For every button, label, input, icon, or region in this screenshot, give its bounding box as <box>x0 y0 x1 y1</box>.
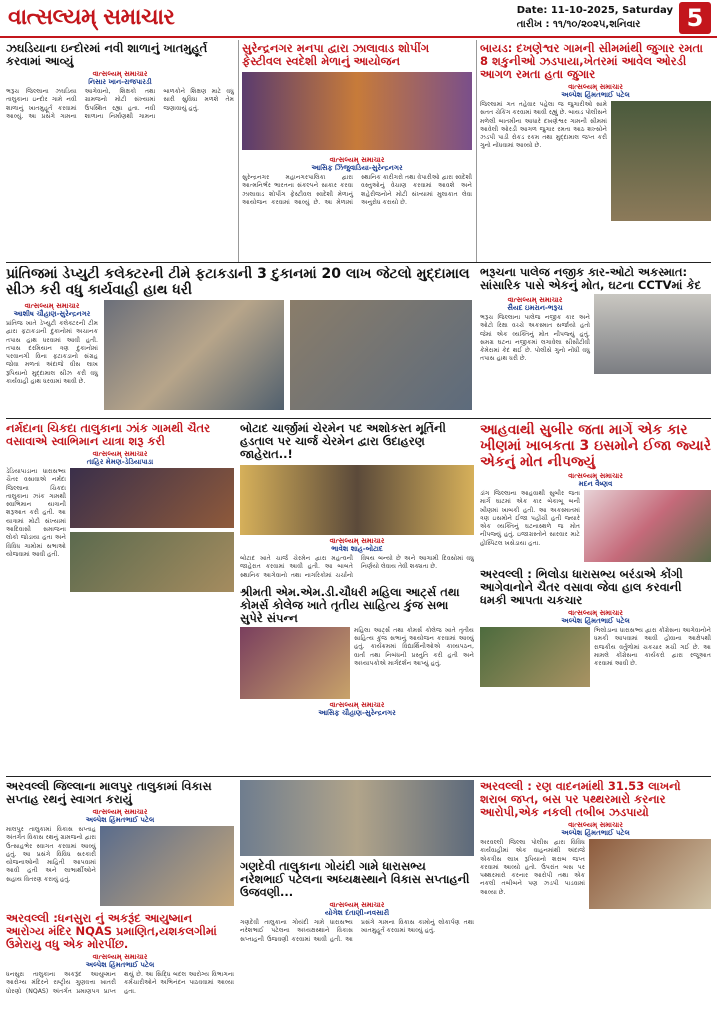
article-photo <box>240 627 350 699</box>
article-headline: પ્રાંતિજમાં ડેપ્યુટી કલેક્ટરની ટીમે ફટાકડાની 3 દુકાનમાં 20 લાખ જેટલો મુદ્દામાલ સીઝ કરી વધુ કાર્યવાહી હાથ ધરી <box>6 266 470 298</box>
byline-source: વાત્સલ્યમ્ સમાચાર <box>507 296 563 304</box>
article-body: મહિલા આર્ટ્સ તથા કોમર્સ કોલેજ ખાતે તૃતીય સાહિત્ય કુંજ સભાનું આયોજન કરવામાં આવ્યું હતું. કાર્યક્રમમાં વિદ્યાર્થિનીઓએ કાવ્યપઠન, વાર્તા તથા નિબંધની પ્રસ્તુતિ કરી હતી અને અધ્યાપકોએ માર્ગદર્શન આપ્યું હતું. <box>354 626 474 668</box>
article-byline <box>6 450 234 466</box>
article-body: અરવલ્લી જિલ્લા પોલીસ દ્વારા વિવિધ કાર્યવાહીમાં એક વાહનમાંથી અંદાજે એકત્રીસ લાખ રૂપિયાનો શરાબ જપ્ત કરવામાં આવ્યો હતો. ઉપરાંત બસ પર પથ્થરમારો કરનાર આરોપી તથા એક નકલી તબીબને પણ ઝડપી પાડવામાં આવ્યા છે. <box>480 839 585 896</box>
byline-reporter: આસિફ ઝિંજુવાડિયા-સુરેન્દ્રનગર <box>311 164 403 172</box>
column-rule <box>476 40 477 262</box>
article-photo <box>104 300 284 410</box>
byline-source: વાત્સલ્યમ્ સમાચાર <box>568 472 623 480</box>
article-bayad-gambling <box>480 42 711 260</box>
article-headline: અરવલ્લી : ભિલોડા ધારાસભ્ય બરંડાએ કોંગી આગેવાનોને ચૈતર વસાવા જેવા હાલ કરવાની ધમકી આપતા ચકચાર <box>480 567 683 607</box>
article-aravalli-liquor <box>480 780 711 1020</box>
byline-source: વાત્સલ્યમ્ સમાચાર <box>329 901 385 909</box>
article-photo <box>589 839 711 909</box>
byline-reporter: અલ્પેશ હિંમતભાઈ પટેલ <box>561 91 630 99</box>
byline-source: વાત્સલ્યમ્ સમાચાર <box>568 821 623 829</box>
article-body: જિલ્લામાં ગત તહેવાર પહેલા જ જુગારીઓ સામે સતત ચેકિંગ કરવામાં આવી રહ્યું છે. બાયડ પોલીસને મળેલી બાતમીના આધારે દખણેશ્વર ગામની સીમમાં આવેલી ઓરડી આગળ જુગાર રમતા આઠ શખ્સોને ઝડપી પાડી રોકડ રકમ તથા મુદ્દામાલ જપ્ત કરી ગુનો નોંધવામાં આવ્યો છે. <box>480 101 607 150</box>
article-body: ડેડિયાપાડાના ધારાસભ્ય ચૈતર વસાવાએ નર્મદા જિલ્લાના ચિકદા તાલુકાના ઝાંક ગામથી સ્વાભિમાન યાત્રાની શરૂઆત કરી હતી. આ યાત્રામાં મોટી સંખ્યામાં આદિવાસી સમાજના લોકો જોડાયા હતા અને વિવિધ ગામોમાં સભાઓ યોજવામાં આવી હતી. <box>6 468 66 558</box>
byline-reporter: અલ્પેશ હિંમતભાઈ પટેલ <box>561 829 630 837</box>
article-byline <box>6 70 234 86</box>
article-body: ધનસુરા તાલુકાના અકરૂંદ આયુષ્માન આરોગ્ય મંદિરને રાષ્ટ્રીય ગુણવત્તા ખાતરી ધોરણો (NQAS) અંતર્ગત પ્રમાણપત્ર પ્રાપ્ત થયું છે. આ સિદ્ધિ બદલ આરોગ્ય વિભાગના કર્મચારીઓને અભિનંદન પાઠવવામાં આવ્યા હતા. <box>6 971 234 995</box>
newspaper-logo: વાત્સલ્યમ્ સમાચાર <box>8 4 175 30</box>
column-rule <box>238 40 239 262</box>
article-headline: બોટાદ ચાર્જીમાં ચેરમેન પદ અશોકસ્ત મૂર્તિની હડતાલ પર ચાર્જ ચેરમેન દ્વારા ઉદાહરણ જાહેરાત..! <box>240 422 446 461</box>
article-byline <box>480 609 711 625</box>
byline-reporter: મદન વૈષ્ણવ <box>578 480 613 488</box>
article-prantij-firecrackers <box>6 266 472 414</box>
article-photo <box>100 826 234 906</box>
section-divider <box>6 418 711 419</box>
article-byline <box>240 701 474 717</box>
article-byline <box>480 472 711 488</box>
article-byline <box>480 296 590 312</box>
article-body: ભિલોડાના ધારાસભ્ય દ્વારા કોંગ્રેસના આગેવાનોને ધમકી આપવામાં આવી હોવાના આક્ષેપથી રાજકીય વર્તુળોમાં ચકચાર મચી ગઈ છે. આ મામલે કોંગ્રેસના કાર્યકરો દ્વારા રજૂઆત કરવામાં આવી છે. <box>594 627 711 668</box>
article-photo <box>240 780 474 856</box>
date-english: Date: 11-10-2025, Saturday <box>516 5 673 16</box>
article-malpur-vikas <box>6 780 234 1020</box>
byline-reporter: અલ્પેશ હિંમતભાઈ પટેલ <box>561 617 630 625</box>
article-headline: બાયડ: દખણેશ્વર ગામની સીમમાંથી જુગાર રમતા 8 શકુનીઓ ઝડપાયા,ખેતરમાં આવેલ ઓરડી આગળ રમતા હતા જુગાર <box>480 42 703 81</box>
byline-reporter: નિસાર ખાન-રાજપારડી <box>88 78 152 86</box>
article-headline: ગણદેવી તાલુકાના ગોયંદી ગામે ધારાસભ્ય નરેશભાઈ પટેલના અધ્યક્ષસ્થાને વિકાસ સપ્તાહની ઉજવણી... <box>240 859 470 899</box>
article-botad-announcement <box>240 422 474 772</box>
article-body: ગણદેવી તાલુકાના ગોયંદી ગામે ધારાસભ્ય નરેશભાઈ પટેલના અધ્યક્ષસ્થાને વિકાસ સપ્તાહની ઉજવણી કરવામાં આવી હતી. આ પ્રસંગે ગામના વિકાસ કામોનું લોકાર્પણ તથા ખાતમુહૂર્ત કરવામાં આવ્યું હતું. <box>240 919 474 943</box>
article-headline: આહવાથી સુબીર જતા માર્ગે એક કાર ખીણમાં ખાબકતા 3 ઇસમોને ઈજા જ્યારે એકનું મોત નીપજ્યું <box>480 422 711 470</box>
article-photo <box>480 627 590 687</box>
masthead <box>0 0 717 38</box>
byline-source: વાત્સલ્યમ્ સમાચાર <box>92 808 148 816</box>
article-headline: શ્રીમતી એમ.એમ.ડી.ચૌધરી મહિલા આર્ટ્સ તથા કોમર્સ કોલેજ ખાતે તૃતીય સાહિત્ય કુંજ સભા સુપેરે સંપન્ન <box>240 584 460 625</box>
article-ahwa-accident <box>480 422 711 772</box>
byline-reporter: અલ્પેશ હિંમતભાઈ પટેલ <box>85 961 155 969</box>
article-body: પ્રાંતિજ ખાતે ડેપ્યુટી કલેક્ટરની ટીમ દ્વારા ફટાકડાની દુકાનોમાં અચાનક તપાસ હાથ ધરવામાં આવી હતી. તપાસ દરમિયાન ત્રણ દુકાનોમાં પરવાનગી વિના ફટાકડાનો સંગ્રહ જોવા મળતાં અંદાજે વીસ લાખ રૂપિયાનો મુદ્દામાલ સીઝ કરી વધુ કાર્યવાહી હાથ ધરવામાં આવી છે. <box>6 320 98 386</box>
article-photo <box>70 468 234 528</box>
byline-reporter: આસિફ ચૌહાણ-સુરેન્દ્રનગર <box>318 708 396 717</box>
article-body: ડાંગ જિલ્લાના આહવાથી સુબીર જતા માર્ગે ઘાટમાં એક કાર બેકાબૂ બની ખીણમાં ખાબકી હતી. આ અકસ્માતમાં ત્રણ ઇસમોને ઈજા પહોંચી હતી જ્યારે એક વ્યક્તિનું ઘટનાસ્થળે જ મોત નીપજ્યું હતું. ઇજાગ્રસ્તોને સારવાર માટે હોસ્પિટલ ખસેડાયા હતા. <box>480 490 580 547</box>
article-byline <box>6 953 234 969</box>
article-headline: અરવલ્લી જિલ્લાના માલપુર તાલુકામાં વિકાસ સપ્તાહ રથનું સ્વાગત કરાયું <box>6 780 212 806</box>
byline-source: વાત્સલ્યમ્ સમાચાર <box>568 83 623 91</box>
article-indore-school <box>6 42 234 260</box>
byline-source: વાત્સલ્યમ્ સમાચાર <box>24 302 80 310</box>
byline-source: વાત્સલ્યમ્ સમાચાર <box>568 609 623 617</box>
article-headline: અરવલ્લી : રણ વાદનમાંથી 31.53 લાખનો શરાબ જપ્ત, બસ પર પથ્થરમારો કરનાર આરોપી,એક નકલી તબીબ ઝડપાયો <box>480 780 681 819</box>
article-body: બોટાદ ખાતે ચાર્જ ચેરમેન દ્વારા મહત્વની જાહેરાત કરવામાં આવી હતી. આ બાબતે સ્થાનિક આગેવાનો તથા નાગરિકોમાં ચર્ચાનો વિષય બન્યો છે અને આગામી દિવસોમાં વધુ નિર્ણયો લેવાય તેવી શક્યતા છે. <box>240 555 474 579</box>
article-gandevi-vikas <box>240 780 474 1020</box>
article-body: માલપુર તાલુકામાં વિકાસ સપ્તાહ અંતર્ગત વિકાસ રથનું ગ્રામજનો દ્વારા ઉત્સાહભેર સ્વાગત કરવામાં આવ્યું હતું. આ પ્રસંગે વિવિધ સરકારી યોજનાઓની માહિતી આપવામાં આવી હતી અને લાભાર્થીઓને સહાય વિતરણ કરાયું હતું. <box>6 826 96 883</box>
article-photo <box>240 465 474 535</box>
article-byline <box>6 808 234 824</box>
article-headline: અરવલ્લી :ધનસુરા નું અકરૂંદ આયુષ્માન આરોગ્ય મંદિર NQAS પ્રમાણિત,યશકલગીમાં ઉમેરાયુ વધુ એક મોરપીંછ. <box>6 911 217 951</box>
article-photo <box>594 294 711 374</box>
byline-source: વાત્સલ્યમ્ સમાચાર <box>329 700 385 709</box>
article-byline <box>240 901 474 917</box>
article-photo <box>584 490 711 562</box>
article-photo <box>290 300 472 410</box>
article-byline <box>242 156 472 172</box>
byline-reporter: આશીષ ચૌહાણ-સુરેન્દ્રનગર <box>13 310 91 318</box>
article-palej-accident <box>480 266 711 414</box>
section-divider <box>6 262 711 263</box>
byline-reporter: અલ્પેશ હિંમતભાઈ પટેલ <box>85 816 155 824</box>
byline-source: વાત્સલ્યમ્ સમાચાર <box>92 450 148 458</box>
article-headline: સુરેન્દ્રનગર મનપા દ્વારા ઝાલાવાડ શોપીંગ ફેસ્ટીવલ સ્વદેશી મેળાનું આયોજન <box>242 42 430 68</box>
article-headline: ઝઘડિયાના ઇન્દોરમાં નવી શાળાનું ખાતમુહૂર્ત કરવામાં આવ્યું <box>6 42 208 68</box>
date-gujarati: તારીખ : ૧૧/૧૦/૨૦૨૫,શનિવાર <box>516 19 641 30</box>
article-surendranagar-fest <box>242 42 472 260</box>
section-divider <box>6 776 711 777</box>
byline-source: વાત્સલ્યમ્ સમાચાર <box>329 537 385 545</box>
byline-reporter: ભાવેશ શાહ-બોટાદ <box>331 545 383 553</box>
byline-source: વાત્સલ્યમ્ સમાચાર <box>92 953 148 961</box>
article-headline: નર્મદાના ચિકદા તાલુકાના ઝાંક ગામથી ચૈતર વસાવાએ સ્વાભિમાન યાત્રા શરૂ કરી <box>6 422 211 448</box>
page-number: 5 <box>679 2 711 34</box>
byline-reporter: તાહિર મેમણ-ડેડિયાપાડા <box>86 458 154 466</box>
article-byline <box>240 537 474 553</box>
article-chaitar-yatra <box>6 422 234 772</box>
article-photo <box>242 72 472 150</box>
article-byline <box>6 302 98 318</box>
byline-reporter: યોગેશ દંતાણી-નવસારી <box>324 909 390 917</box>
article-headline: ભરૂચના પાલેજ નજીક કાર-ઓટો અકસ્માત: સાંસારિક પાસે એકનું મોત, ઘટના CCTVમાં કેદ <box>480 266 702 292</box>
article-byline <box>480 83 711 99</box>
article-byline <box>480 821 711 837</box>
article-body: ભરૂચ જિલ્લાના ઝઘડિયા તાલુકાના ઇન્દોર ગામે નવી શાળાનું ખાતમુહૂર્ત કરવામાં આવ્યું. આ પ્રસંગે ગામના આગેવાનો, શિક્ષકો તથા ગ્રામજનો મોટી સંખ્યામાં ઉપસ્થિત રહ્યા હતા. નવી શાળાના નિર્માણથી ગામના બાળકોને શિક્ષણ માટે વધુ સારી સુવિધા મળશે તેમ જણાવાયું હતું. <box>6 88 234 120</box>
byline-reporter: સૈયદ ઇમરાન-ભરૂચ <box>507 304 563 312</box>
article-photo <box>611 101 711 221</box>
article-body: ભરૂચ જિલ્લાના પાલેજ નજીક કાર અને ઓટો રિક્ષા વચ્ચે અકસ્માત સર્જાયો હતો જેમાં એક વ્યક્તિનું મોત નીપજ્યું હતું. સમગ્ર ઘટના નજીકમાં લગાવેલા સીસીટીવી કેમેરામાં કેદ થઈ છે. પોલીસે ગુનો નોંધી વધુ તપાસ હાથ ધરી છે. <box>480 314 590 363</box>
byline-source: વાત્સલ્યમ્ સમાચાર <box>92 70 148 78</box>
date-block <box>517 4 673 32</box>
byline-source: વાત્સલ્યમ્ સમાચાર <box>329 156 385 164</box>
article-photo <box>70 532 234 592</box>
article-body: સુરેન્દ્રનગર મહાનગરપાલિકા દ્વારા આત્મનિર્ભર ભારતના સંકલ્પને સાકાર કરવા ઝાલાવાડ શોપીંગ ફેસ્ટીવલ સ્વદેશી મેળાનું આયોજન કરવામાં આવ્યું છે. આ મેળામાં સ્થાનિક કારીગરો તથા વેપારીઓ દ્વારા સ્વદેશી વસ્તુઓનું વેચાણ કરવામાં આવશે અને શહેરીજનોને મોટી સંખ્યામાં મુલાકાત લેવા અનુરોધ કરાયો છે. <box>242 174 472 206</box>
